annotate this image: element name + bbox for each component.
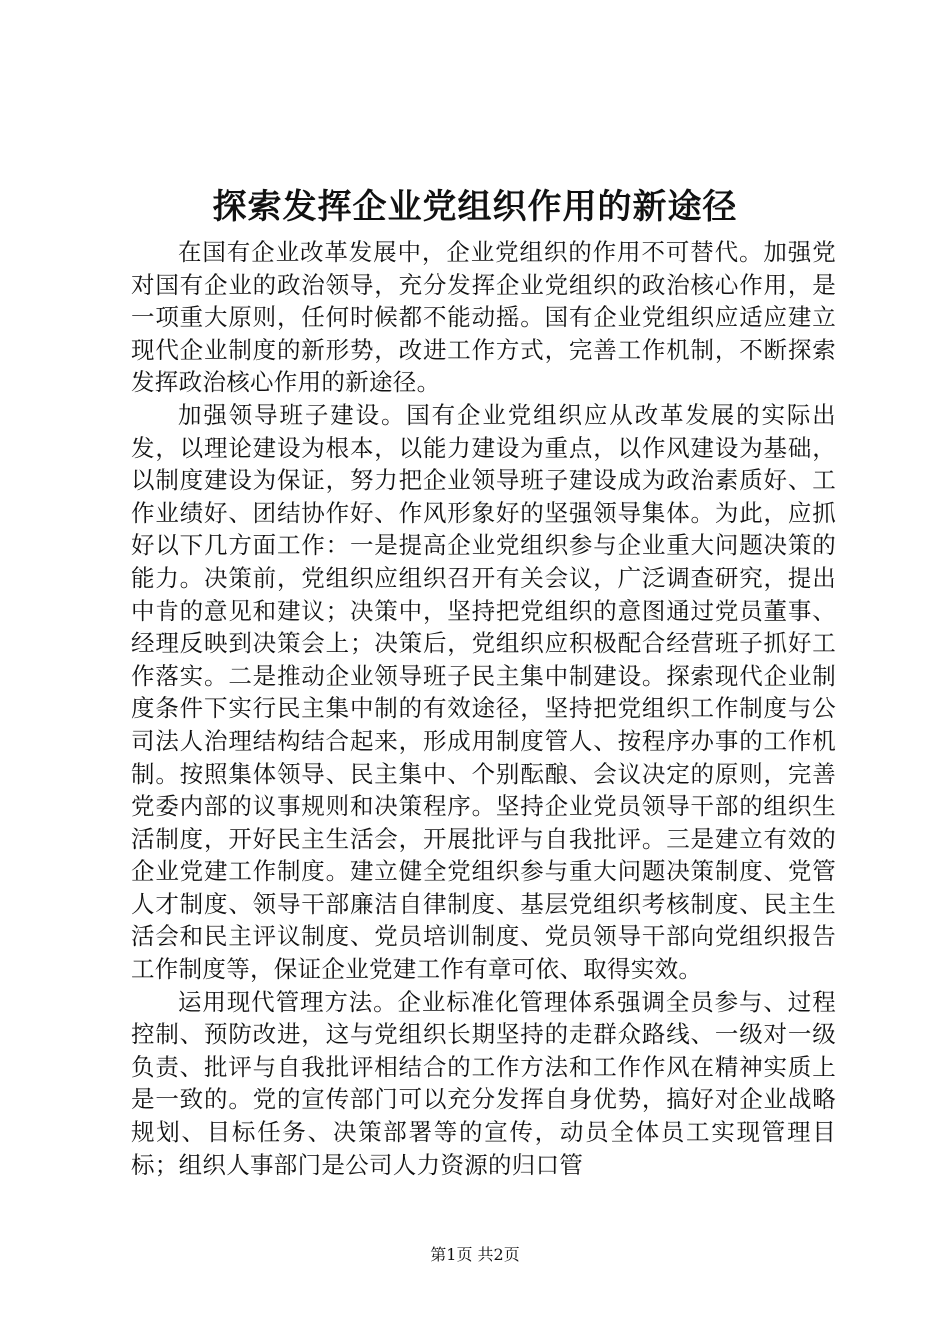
paragraph-2: 加强领导班子建设。国有企业党组织应从改革发展的实际出发，以理论建设为根本，以能力建设为重点，以作风建设为基础，以制度建设为保证，努力把企业领导班子建设成为政治素质好、工作业绩好、团结协作好、作风形象好的坚强领导集体。为此，应抓好以下几方面工作：一是提高企业党组织参与企业重大问题决策的能力。决策前，党组织应组织召开有关会议，广泛调查研究，提出中肯的意见和建议；决策中，坚持把党组织的意图通过党员董事、经理反映到决策会上；决策后，党组织应积极配合经营班子抓好工作落实。二是推动企业领导班子民主集中制建设。探索现代企业制度条件下实行民主集中制的有效途径，坚持把党组织工作制度与公司法人治理结构结合起来，形成用制度管人、按程序办事的工作机制。按照集体领导、民主集中、个别酝酿、会议决定的原则，完善党委内部的议事规则和决策程序。坚持企业党员领导干部的组织生活制度，开好民主生活会，开展批评与自我批评。三是建立有效的企业党建工作制度。建立健全党组织参与重大问题决策制度、党管人才制度、领导干部廉洁自律制度、基层党组织考核制度、民主生活会和民主评议制度、党员培训制度、党员领导干部向党组织报告工作制度等，保证企业党建工作有章可依、取得实效。 bbox=[131, 400, 836, 984]
paragraph-3: 运用现代管理方法。企业标准化管理体系强调全员参与、过程控制、预防改进，这与党组织长期坚持的走群众路线、一级对一级负责、批评与自我批评相结合的工作方法和工作作风在精神实质上是一致的。党的宣传部门可以充分发挥自身优势，搞好对企业战略规划、目标任务、决策部署等的宣传，动员全体员工实现管理目标；组织人事部门是公司人力资源的归口管 bbox=[131, 987, 836, 1179]
page-footer: 第1页 共2页 bbox=[430, 1245, 520, 1264]
document-title: 探索发挥企业党组织作用的新途径 bbox=[212, 187, 738, 227]
document-body bbox=[131, 236, 836, 1181]
paragraph-1: 在国有企业改革发展中，企业党组织的作用不可替代。加强党对国有企业的政治领导，充分发挥企业党组织的政治核心作用，是一项重大原则，任何时候都不能动摇。国有企业党组织应适应建立现代企业制度的新形势，改进工作方式，完善工作机制，不断探索发挥政治核心作用的新途径。 bbox=[131, 238, 836, 397]
